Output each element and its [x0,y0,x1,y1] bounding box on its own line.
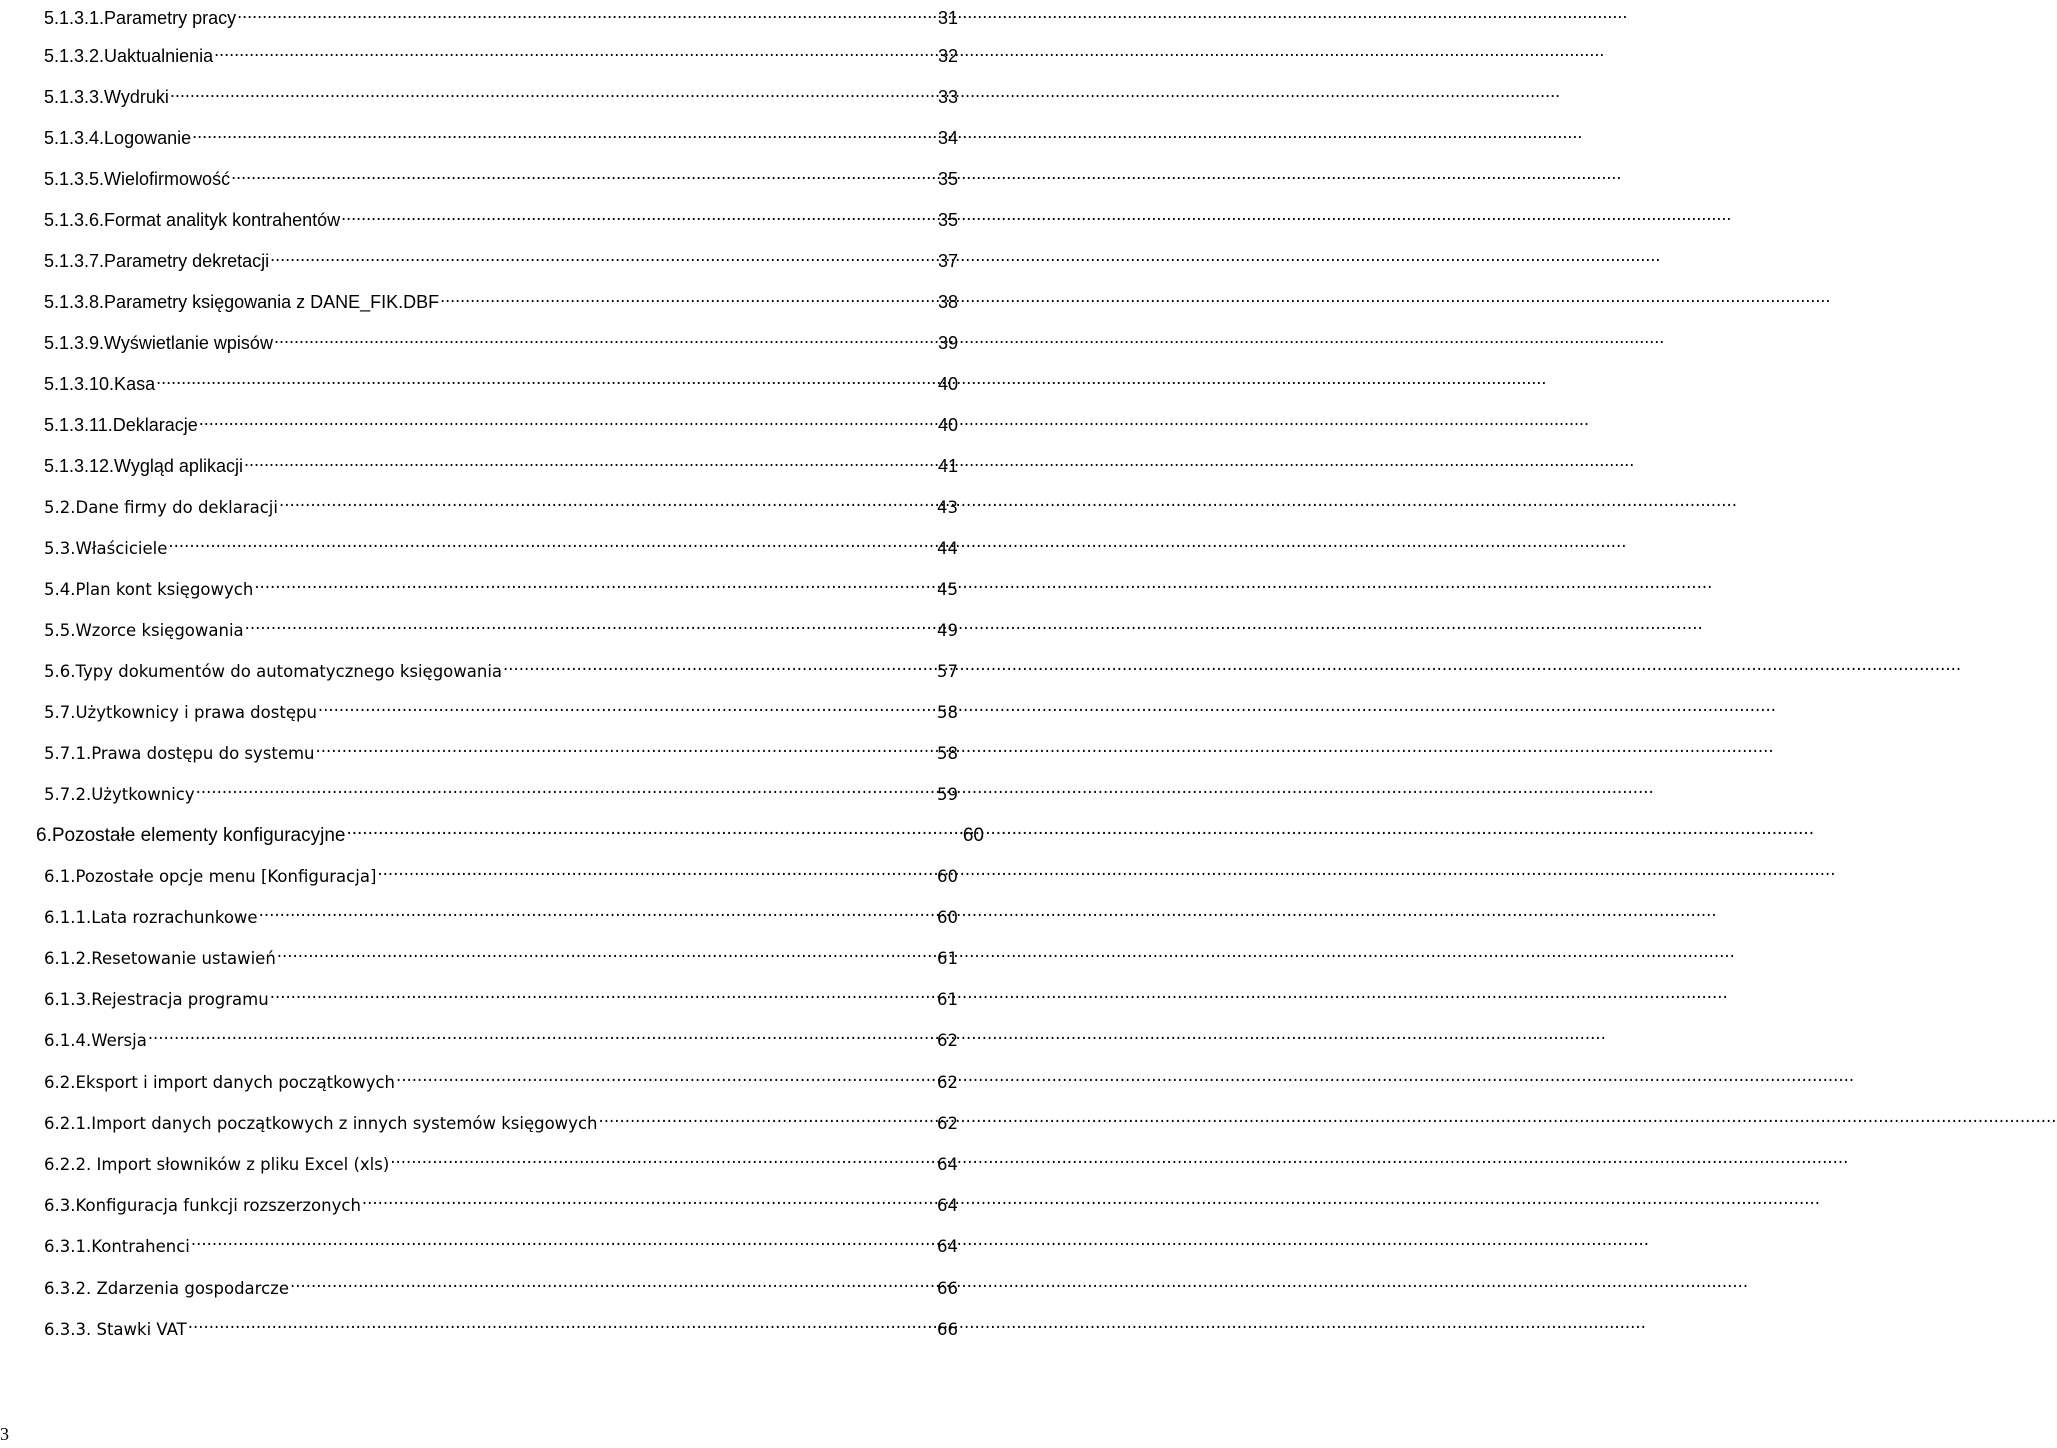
toc-leader-dots [390,1146,934,1170]
toc-entry-page: 34 [937,128,958,148]
toc-entry-title: 5.1.3.4.Logowanie [44,128,192,148]
toc-leader-dots [192,120,935,144]
toc-entry-page: 58 [937,744,958,763]
toc-entry-page: 60 [937,908,958,927]
toc-leader-dots [290,1270,934,1294]
toc-entry-title: 5.1.3.1.Parametry pracy [44,8,237,28]
toc-entry-title: 6.1.1.Lata rozrachunkowe [44,908,258,927]
toc-entry-page: 62 [937,1114,958,1133]
toc-entry-5-5[interactable] [44,612,958,640]
toc-leader-dots [188,1311,934,1335]
toc-entry-title: 6.1.Pozostałe opcje menu [Konfiguracja] [44,867,377,886]
toc-leader-dots [316,735,934,759]
toc-entry-5-1-3-2[interactable] [44,38,958,66]
toc-entry-6-2-1[interactable] [44,1105,958,1133]
toc-entry-page: 37 [937,251,958,271]
toc-entry-page: 40 [937,415,958,435]
toc-entry-5-1-3-12[interactable] [44,448,958,476]
toc-entry-title: 6.3.1.Kontrahenci [44,1237,190,1256]
toc-entry-page: 58 [937,703,958,722]
toc-entry-5-1-3-6[interactable] [44,202,958,230]
toc-entry-title: 5.4.Plan kont księgowych [44,580,254,599]
toc-entry-title: 5.1.3.6.Format analityk kontrahentów [44,210,341,230]
toc-entry-title: 5.1.3.10.Kasa [44,374,156,394]
toc-entry-5-6[interactable] [44,653,958,681]
toc-entry-5-1-3-1[interactable] [44,0,958,28]
toc-entry-title: 5.5.Wzorce księgowania [44,621,244,640]
toc-leader-dots [346,817,959,841]
toc-entry-title: 6.1.3.Rejestracja programu [44,990,269,1009]
toc-entry-5-1-3-3[interactable] [44,79,958,107]
toc-entry-5-7-2[interactable] [44,776,958,804]
toc-leader-dots [191,1228,934,1252]
toc-leader-dots [396,1064,934,1088]
toc-entry-6-2-2[interactable] [44,1146,958,1174]
toc-leader-dots [440,284,935,308]
toc-entry-page: 35 [937,169,958,189]
toc-entry-title: 6.3.Konfiguracja funkcji rozszerzonych [44,1196,361,1215]
toc-leader-dots [598,1105,934,1129]
page-number: 3 [0,1424,9,1444]
toc-entry-page: 60 [962,825,984,846]
toc-entry-title: 5.3.Właściciele [44,539,168,558]
toc-entry-title: 6.Pozostałe elementy konfiguracyjne [36,825,346,846]
toc-entry-page: 57 [937,662,958,681]
toc-entry-page: 64 [937,1155,958,1174]
toc-entry-title: 5.1.3.9.Wyświetlanie wpisów [44,333,273,353]
toc-leader-dots [362,1187,934,1211]
toc-entry-page: 44 [937,539,958,558]
toc-leader-dots [214,38,935,62]
toc-entry-6-3-2[interactable] [44,1270,958,1298]
toc-entry-page: 59 [937,785,958,804]
toc-entry-page: 31 [937,8,958,28]
toc-entry-5-2[interactable] [44,489,958,517]
toc-leader-dots [279,489,934,513]
toc-entry-page: 33 [937,87,958,107]
toc-entry-page: 62 [937,1031,958,1050]
toc-entry-6-3-3[interactable] [44,1311,958,1339]
toc-leader-dots [245,612,934,636]
toc-entry-5-7[interactable] [44,694,958,722]
toc-leader-dots [170,79,935,103]
toc-entry-title: 5.1.3.7.Parametry dekretacji [44,251,270,271]
toc-entry-page: 41 [937,456,958,476]
toc-entry-title: 5.7.1.Prawa dostępu do systemu [44,744,315,763]
toc-entry-page: 32 [937,46,958,66]
toc-entry-5-1-3-10[interactable] [44,366,958,394]
toc-leader-dots [270,243,935,267]
toc-entry-6-1[interactable] [44,858,958,886]
toc-leader-dots [341,202,935,226]
toc-entry-page: 64 [937,1196,958,1215]
toc-entry-title: 6.1.2.Resetowanie ustawień [44,949,276,968]
toc-entry-title: 6.2.1.Import danych początkowych z innych systemów księgowych [44,1114,598,1133]
toc-entry-page: 49 [937,621,958,640]
toc-entry-page: 61 [937,990,958,1009]
toc-leader-dots [503,653,934,677]
toc-entry-title: 5.1.3.3.Wydruki [44,87,169,107]
toc-entry-6[interactable] [36,817,984,846]
toc-entry-page: 66 [937,1279,958,1298]
toc-entry-5-7-1[interactable] [44,735,958,763]
toc-entry-title: 5.6.Typy dokumentów do automatycznego księgowania [44,662,503,681]
toc-leader-dots [318,694,934,718]
toc-leader-dots [277,940,934,964]
toc-entry-5-1-3-9[interactable] [44,325,958,353]
toc-leader-dots [196,776,934,800]
toc-entry-6-2[interactable] [44,1064,958,1092]
toc-entry-5-1-3-7[interactable] [44,243,958,271]
toc-entry-page: 64 [937,1237,958,1256]
toc-leader-dots [254,571,934,595]
toc-entry-page: 61 [937,949,958,968]
toc-leader-dots [199,407,935,431]
toc-entry-title: 5.2.Dane firmy do deklaracji [44,498,278,517]
toc-leader-dots [274,325,935,349]
toc-entry-page: 40 [937,374,958,394]
toc-entry-page: 43 [937,498,958,517]
toc-entry-title: 6.2.2. Import słowników z pliku Excel (xls) [44,1155,390,1174]
toc-entry-5-3[interactable] [44,530,958,558]
toc-entry-6-1-1[interactable] [44,899,958,927]
toc-entry-title: 5.7.2.Użytkownicy [44,785,195,804]
toc-entry-6-1-4[interactable] [44,1022,958,1050]
toc-entry-page: 60 [937,867,958,886]
toc-leader-dots [231,161,935,185]
toc-entry-6-1-3[interactable] [44,981,958,1009]
toc-entry-title: 6.1.4.Wersja [44,1031,147,1050]
toc-entry-page: 45 [937,580,958,599]
toc-entry-5-1-3-8[interactable] [44,284,958,312]
toc-entry-title: 5.1.3.12.Wygląd aplikacji [44,456,243,476]
toc-leader-dots [259,899,934,923]
toc-entry-page: 66 [937,1320,958,1339]
toc-leader-dots [168,530,934,554]
toc-entry-5-1-3-4[interactable] [44,120,958,148]
toc-entry-page: 62 [937,1073,958,1092]
toc-entry-5-4[interactable] [44,571,958,599]
toc-leader-dots [377,858,934,882]
toc-entry-page: 35 [937,210,958,230]
toc-entry-5-1-3-11[interactable] [44,407,958,435]
toc-entry-6-1-2[interactable] [44,940,958,968]
toc-leader-dots [270,981,934,1005]
toc-entry-page: 38 [937,292,958,312]
toc-entry-title: 5.1.3.2.Uaktualnienia [44,46,214,66]
toc-entry-title: 5.1.3.8.Parametry księgowania z DANE_FIK.DBF [44,292,440,312]
toc-entry-page: 39 [937,333,958,353]
toc-entry-title: 6.2.Eksport i import danych początkowych [44,1073,395,1092]
toc-entry-title: 5.1.3.11.Deklaracje [44,415,198,435]
toc-leader-dots [156,366,935,390]
toc-entry-6-3[interactable] [44,1187,958,1215]
toc-entry-5-1-3-5[interactable] [44,161,958,189]
toc-leader-dots [148,1022,934,1046]
toc-entry-title: 5.7.Użytkownicy i prawa dostępu [44,703,317,722]
toc-entry-title: 6.3.3. Stawki VAT [44,1320,187,1339]
toc-leader-dots [244,448,935,472]
toc-entry-6-3-1[interactable] [44,1228,958,1256]
toc-entry-title: 6.3.2. Zdarzenia gospodarcze [44,1279,289,1298]
toc-entry-title: 5.1.3.5.Wielofirmowość [44,169,231,189]
toc-leader-dots [237,0,935,24]
